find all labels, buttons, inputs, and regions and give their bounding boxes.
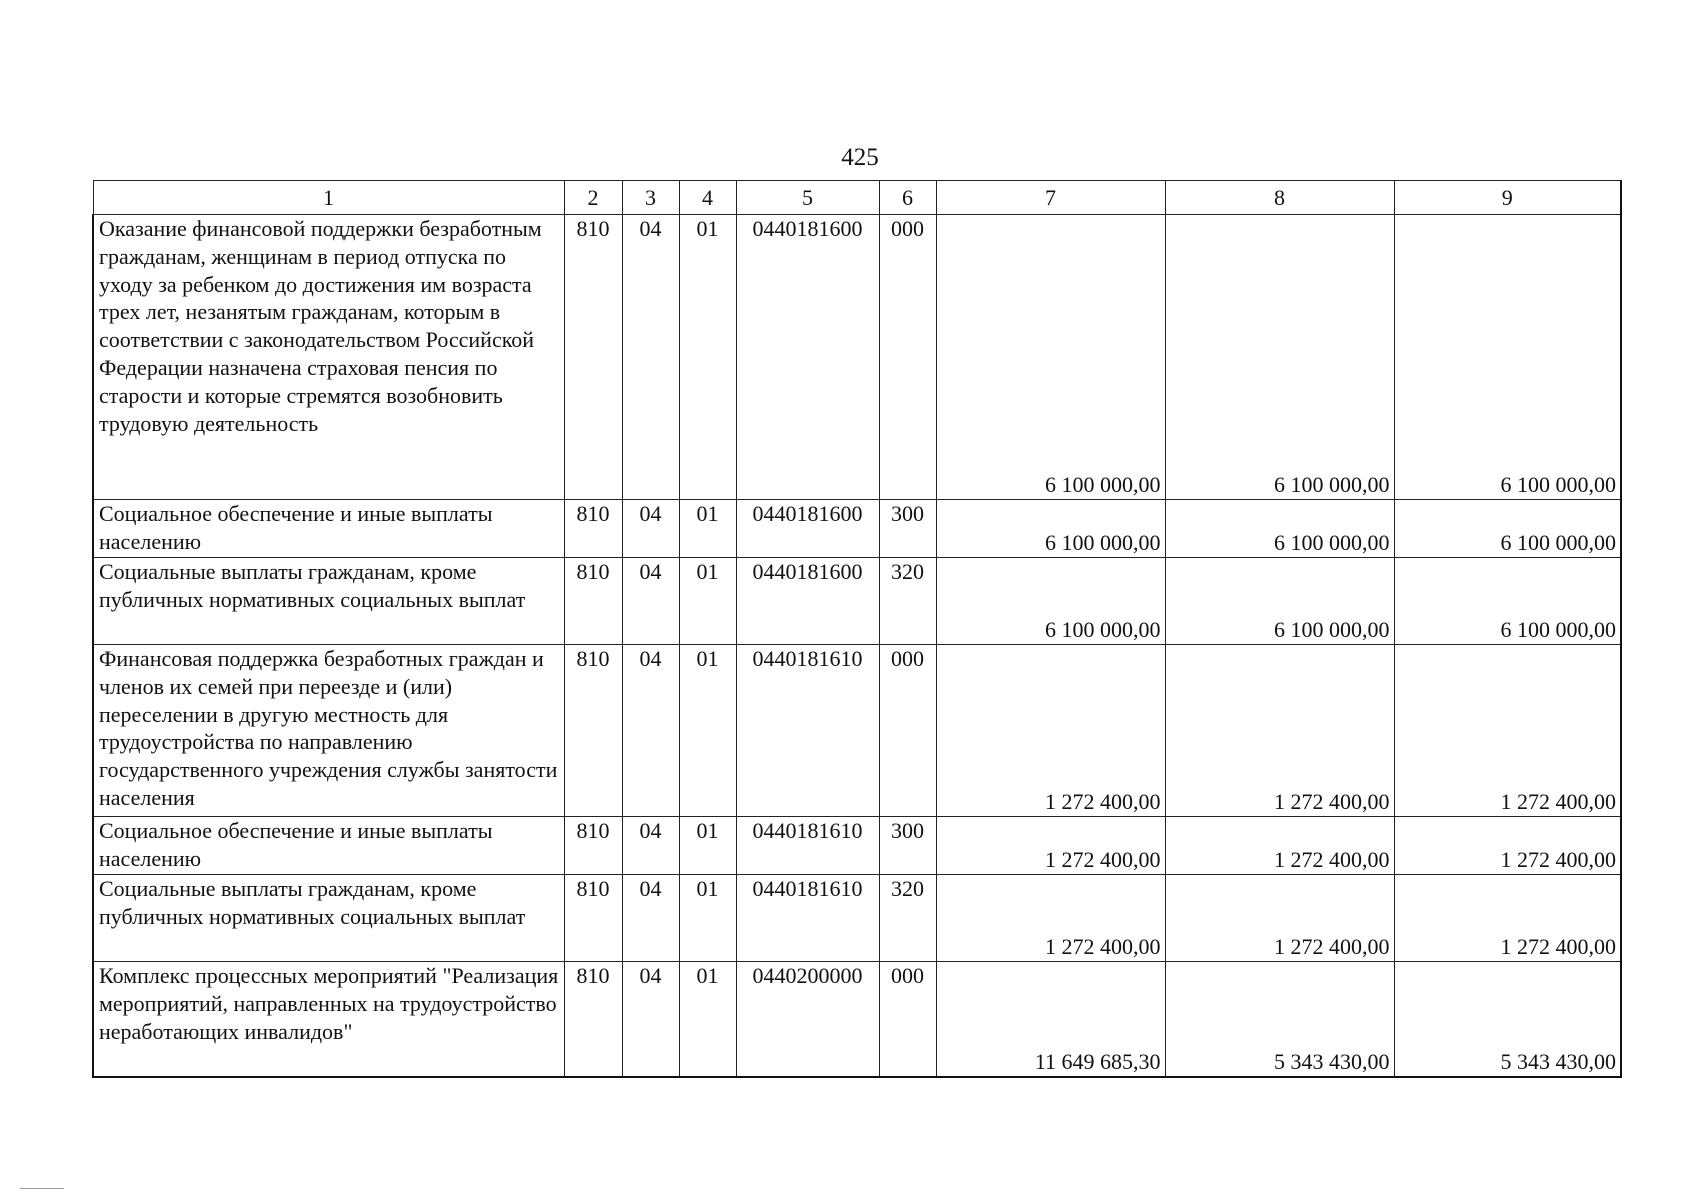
section-code: 04 bbox=[622, 558, 679, 645]
expense-type-code: 000 bbox=[879, 962, 936, 1077]
column-header: 9 bbox=[1394, 181, 1621, 215]
subsection-code: 01 bbox=[679, 817, 736, 875]
amount-col7: 1 272 400,00 bbox=[936, 817, 1165, 875]
expense-type-code: 000 bbox=[879, 215, 936, 500]
amount-col8: 1 272 400,00 bbox=[1165, 645, 1394, 817]
expense-item-name: Социальное обеспечение и иные выплаты населению bbox=[93, 817, 564, 875]
section-code: 04 bbox=[622, 875, 679, 962]
column-header: 8 bbox=[1165, 181, 1394, 215]
expense-item-name: Комплекс процессных мероприятий "Реализация мероприятий, направленных на трудоустройство неработающих инвалидов" bbox=[93, 962, 564, 1077]
column-header: 6 bbox=[879, 181, 936, 215]
column-number-row bbox=[93, 181, 1621, 215]
expense-item-name: Социальные выплаты гражданам, кроме публичных нормативных социальных выплат bbox=[93, 875, 564, 962]
section-code: 04 bbox=[622, 962, 679, 1077]
subsection-code: 01 bbox=[679, 558, 736, 645]
amount-col9: 1 272 400,00 bbox=[1394, 817, 1621, 875]
column-header: 2 bbox=[564, 181, 622, 215]
expense-item-name: Социальные выплаты гражданам, кроме публичных нормативных социальных выплат bbox=[93, 558, 564, 645]
ministry-code: 810 bbox=[564, 500, 622, 558]
section-code: 04 bbox=[622, 215, 679, 500]
amount-col9: 5 343 430,00 bbox=[1394, 962, 1621, 1077]
ministry-code: 810 bbox=[564, 817, 622, 875]
table-row bbox=[93, 645, 1621, 817]
column-header: 5 bbox=[736, 181, 879, 215]
subsection-code: 01 bbox=[679, 215, 736, 500]
amount-col7: 1 272 400,00 bbox=[936, 645, 1165, 817]
target-article-code: 0440181610 bbox=[736, 645, 879, 817]
expense-type-code: 300 bbox=[879, 500, 936, 558]
amount-col8: 1 272 400,00 bbox=[1165, 817, 1394, 875]
ministry-code: 810 bbox=[564, 962, 622, 1077]
section-code: 04 bbox=[622, 817, 679, 875]
amount-col9: 6 100 000,00 bbox=[1394, 215, 1621, 500]
table-row bbox=[93, 558, 1621, 645]
amount-col9: 6 100 000,00 bbox=[1394, 558, 1621, 645]
budget-table bbox=[92, 180, 1622, 1078]
target-article-code: 0440181610 bbox=[736, 875, 879, 962]
expense-type-code: 000 bbox=[879, 645, 936, 817]
amount-col9: 6 100 000,00 bbox=[1394, 500, 1621, 558]
subsection-code: 01 bbox=[679, 962, 736, 1077]
ministry-code: 810 bbox=[564, 558, 622, 645]
expense-item-name: Оказание финансовой поддержки безработным гражданам, женщинам в период отпуска по уходу за ребенком до достижения им возраста трех лет, незанятым гражданам, которым в соответствии с законодательством Российской Федерации назначена страховая пенсия по старости и которые стремятся возобновить трудовую деятельность bbox=[93, 215, 564, 500]
scan-edge-mark bbox=[20, 1188, 64, 1189]
column-header: 3 bbox=[622, 181, 679, 215]
target-article-code: 0440181600 bbox=[736, 500, 879, 558]
amount-col9: 1 272 400,00 bbox=[1394, 645, 1621, 817]
section-code: 04 bbox=[622, 500, 679, 558]
amount-col8: 6 100 000,00 bbox=[1165, 558, 1394, 645]
amount-col9: 1 272 400,00 bbox=[1394, 875, 1621, 962]
expense-type-code: 320 bbox=[879, 558, 936, 645]
amount-col8: 1 272 400,00 bbox=[1165, 875, 1394, 962]
amount-col7: 1 272 400,00 bbox=[936, 875, 1165, 962]
subsection-code: 01 bbox=[679, 875, 736, 962]
amount-col7: 11 649 685,30 bbox=[936, 962, 1165, 1077]
column-header: 7 bbox=[936, 181, 1165, 215]
column-header: 4 bbox=[679, 181, 736, 215]
ministry-code: 810 bbox=[564, 645, 622, 817]
ministry-code: 810 bbox=[564, 875, 622, 962]
ministry-code: 810 bbox=[564, 215, 622, 500]
amount-col7: 6 100 000,00 bbox=[936, 500, 1165, 558]
amount-col8: 6 100 000,00 bbox=[1165, 215, 1394, 500]
subsection-code: 01 bbox=[679, 645, 736, 817]
amount-col8: 5 343 430,00 bbox=[1165, 962, 1394, 1077]
amount-col7: 6 100 000,00 bbox=[936, 558, 1165, 645]
expense-item-name: Социальное обеспечение и иные выплаты населению bbox=[93, 500, 564, 558]
target-article-code: 0440200000 bbox=[736, 962, 879, 1077]
amount-col8: 6 100 000,00 bbox=[1165, 500, 1394, 558]
expense-item-name: Финансовая поддержка безработных граждан и членов их семей при переезде и (или) переселении в другую местность для трудоустройства по направлению государственного учреждения службы занятости населения bbox=[93, 645, 564, 817]
column-header: 1 bbox=[93, 181, 564, 215]
table-row bbox=[93, 875, 1621, 962]
subsection-code: 01 bbox=[679, 500, 736, 558]
expense-type-code: 300 bbox=[879, 817, 936, 875]
amount-col7: 6 100 000,00 bbox=[936, 215, 1165, 500]
page-number: 425 bbox=[841, 144, 879, 171]
target-article-code: 0440181600 bbox=[736, 215, 879, 500]
table-row bbox=[93, 500, 1621, 558]
table-row bbox=[93, 962, 1621, 1077]
expense-type-code: 320 bbox=[879, 875, 936, 962]
target-article-code: 0440181600 bbox=[736, 558, 879, 645]
table-row bbox=[93, 215, 1621, 500]
table-row bbox=[93, 817, 1621, 875]
section-code: 04 bbox=[622, 645, 679, 817]
target-article-code: 0440181610 bbox=[736, 817, 879, 875]
